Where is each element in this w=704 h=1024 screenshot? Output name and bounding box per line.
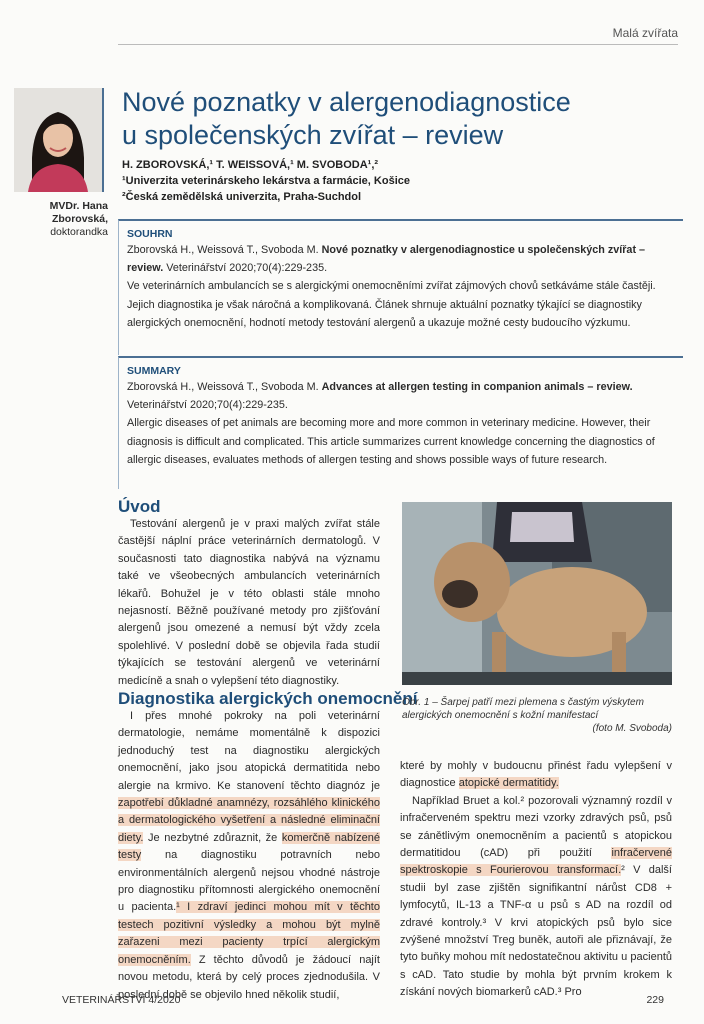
author-name: MVDr. Hana Zborovská, [49,200,108,225]
summary-box [118,356,683,489]
intro-text: Testování alergenů je v praxi malých zvířat stále častější náplní práce veterinárních dermatologů. V současnosti tato diagnostika nabývá na významu také ve všeobecných ambulancích veterinárních lékařů. Bohužel je v této oblasti stále mnoho nejasností. Běžně používané metody pro zjišťování alergenů jsou omezené a nemusí být vždy zcela spolehlivé. V poslední době se objevila řada studií týkajících se testování alergenů ve veterinární medicíně a snah o vylepšení této diagnostiky. [118,518,380,687]
author-photo [14,88,104,192]
figure-photo [402,502,672,685]
affiliation-1: ¹Univerzita veterinárskeho lekárstva a farmácie, Košice [122,175,410,187]
souhrn-citation: Zborovská H., Weissová T., Svoboda M. Nové poznatky v alergenodiagnostice u společenských zvířat – review. Veterinářství 2020;70(4):229-235. [127,244,646,275]
section-tag: Malá zvířata [612,26,678,40]
title-line-2: u společenských zvířat – review [122,120,504,150]
footer-page-number: 229 [646,994,664,1006]
header-rule [118,44,678,45]
highlight: atopické dermatitidy. [458,777,559,790]
figure-caption-text: Obr. 1 – Šarpej patří mezi plemena s častým výskytem alergických onemocnění s kožní manifestací [402,697,644,721]
affiliation-2: ²Česká zemědělská univerzita, Praha-Suchdol [122,191,362,203]
author-caption [14,200,108,239]
highlight: infračervené spektroskopie s Fourierovou transformací. [400,847,672,877]
author-list [122,157,410,205]
souhrn-heading: SOUHRN [127,228,173,240]
highlight: ¹ I zdraví jedinci mohou mít v těchto testech pozitivní výsledky a mohou být mylně zařazeni mezi pacienty trpící alergickým onemocněním. [118,901,380,966]
diagnostics-text: I přes mnohé pokroky na poli veterinární dermatologie, nemáme momentálně k dispozici jednoduchý test na diagnostiku alergických onemocnění, jako jsou atopická dermatitida nebo alergie na krmivo. Ke stanovení těchto diagnóz je zapotřebí důkladné anamnézy, rozsáhlého klinického a dermatologického vyšetření a následné eliminační diety. Je nezbytné zdůraznit, že komerčně nabízené testy na diagnostiku potravních nebo environmentálních alergenů nejsou vhodné nástroje pro diagnostiku přítomnosti alergického onemocnění u pacienta.¹ I zdraví jedinci mohou mít v těchto testech pozitivní výsledky a mohou být mylně zařazeni mezi pacienty trpící alergickým onemocněním. Z těchto důvodů je žádoucí najít novou metodu, která by celý proces zjednodušila. V poslední době se objevilo hned několik studií, [118,710,380,1001]
summary-text: Allergic diseases of pet animals are becoming more and more common in veterinary medicine. However, their diagnosis is difficult and complicated. This article summarizes current knowledge concerning the diagnostics of allergic diseases, evaluates methods of allergen testing and shows possible ways of future research. [127,417,655,466]
figure-credit: (foto M. Svoboda) [592,723,672,734]
column-2-text: které by mohly v budoucnu přinést řadu vylepšení v diagnostice atopické dermatitidy. Například Bruet a kol.² pozorovali významný rozdíl v infračerveném spektru mezi vzorky zdravých psů, psů se zánětlivým onemocněním a pacientů s atopickou dermatitidou (cAD) při použití infračervené spektroskopie s Fourierovou transformací.² V další studii byl zase zjištěn signifikantní nárůst CD8 + lymfocytů, IL-13 a TNF-α u psů s AD na rozdíl od zdravé kontroly.³ V krvi atopických psů bylo sice zvýšené množství Treg buněk, autoři ale přiznávají, že tyto buňky mohou mít nedostatečnou aktivitu u pacientů s cAD. Tato studie by mohla být prvním krokem k získání nových biomarkerů cAD.³ Pro [400,760,672,999]
author-role: doktorandka [50,226,108,238]
diagnostics-heading: Diagnostika alergických onemocnění [118,689,418,708]
summary-citation: Zborovská H., Weissová T., Svoboda M. Advances at allergen testing in companion animals – review. Veterinářství 2020;70(4):229-235. [127,381,633,412]
article-title [122,86,682,152]
footer-journal: VETERINÁŘSTVÍ 4/2020 [62,994,181,1006]
authors: H. ZBOROVSKÁ,¹ T. WEISSOVÁ,¹ M. SVOBODA¹,² [122,159,379,171]
intro-heading: Úvod [118,497,161,516]
souhrn-text: Ve veterinárních ambulancích se s alergickými onemocněními zvířat zájmových chovů setkáváme stále častěji. Jejich diagnostika je však náročná a komplikovaná. Článek shrnuje aktuální poznatky týkající se diagnostiky alergických onemocnění, hodnotí metody testování alergenů a ukazuje možné cesty budoucího výzkumu. [127,280,656,329]
souhrn-box [118,219,683,355]
title-line-1: Nové poznatky v alergenodiagnostice [122,87,571,117]
summary-heading: SUMMARY [127,365,181,377]
figure-caption [402,696,672,735]
highlight: zapotřebí důkladné anamnézy, rozsáhlého klinického a dermatologického vyšetření a následné eliminační diety. [118,797,380,844]
highlight: komerčně nabízené testy [118,831,380,862]
